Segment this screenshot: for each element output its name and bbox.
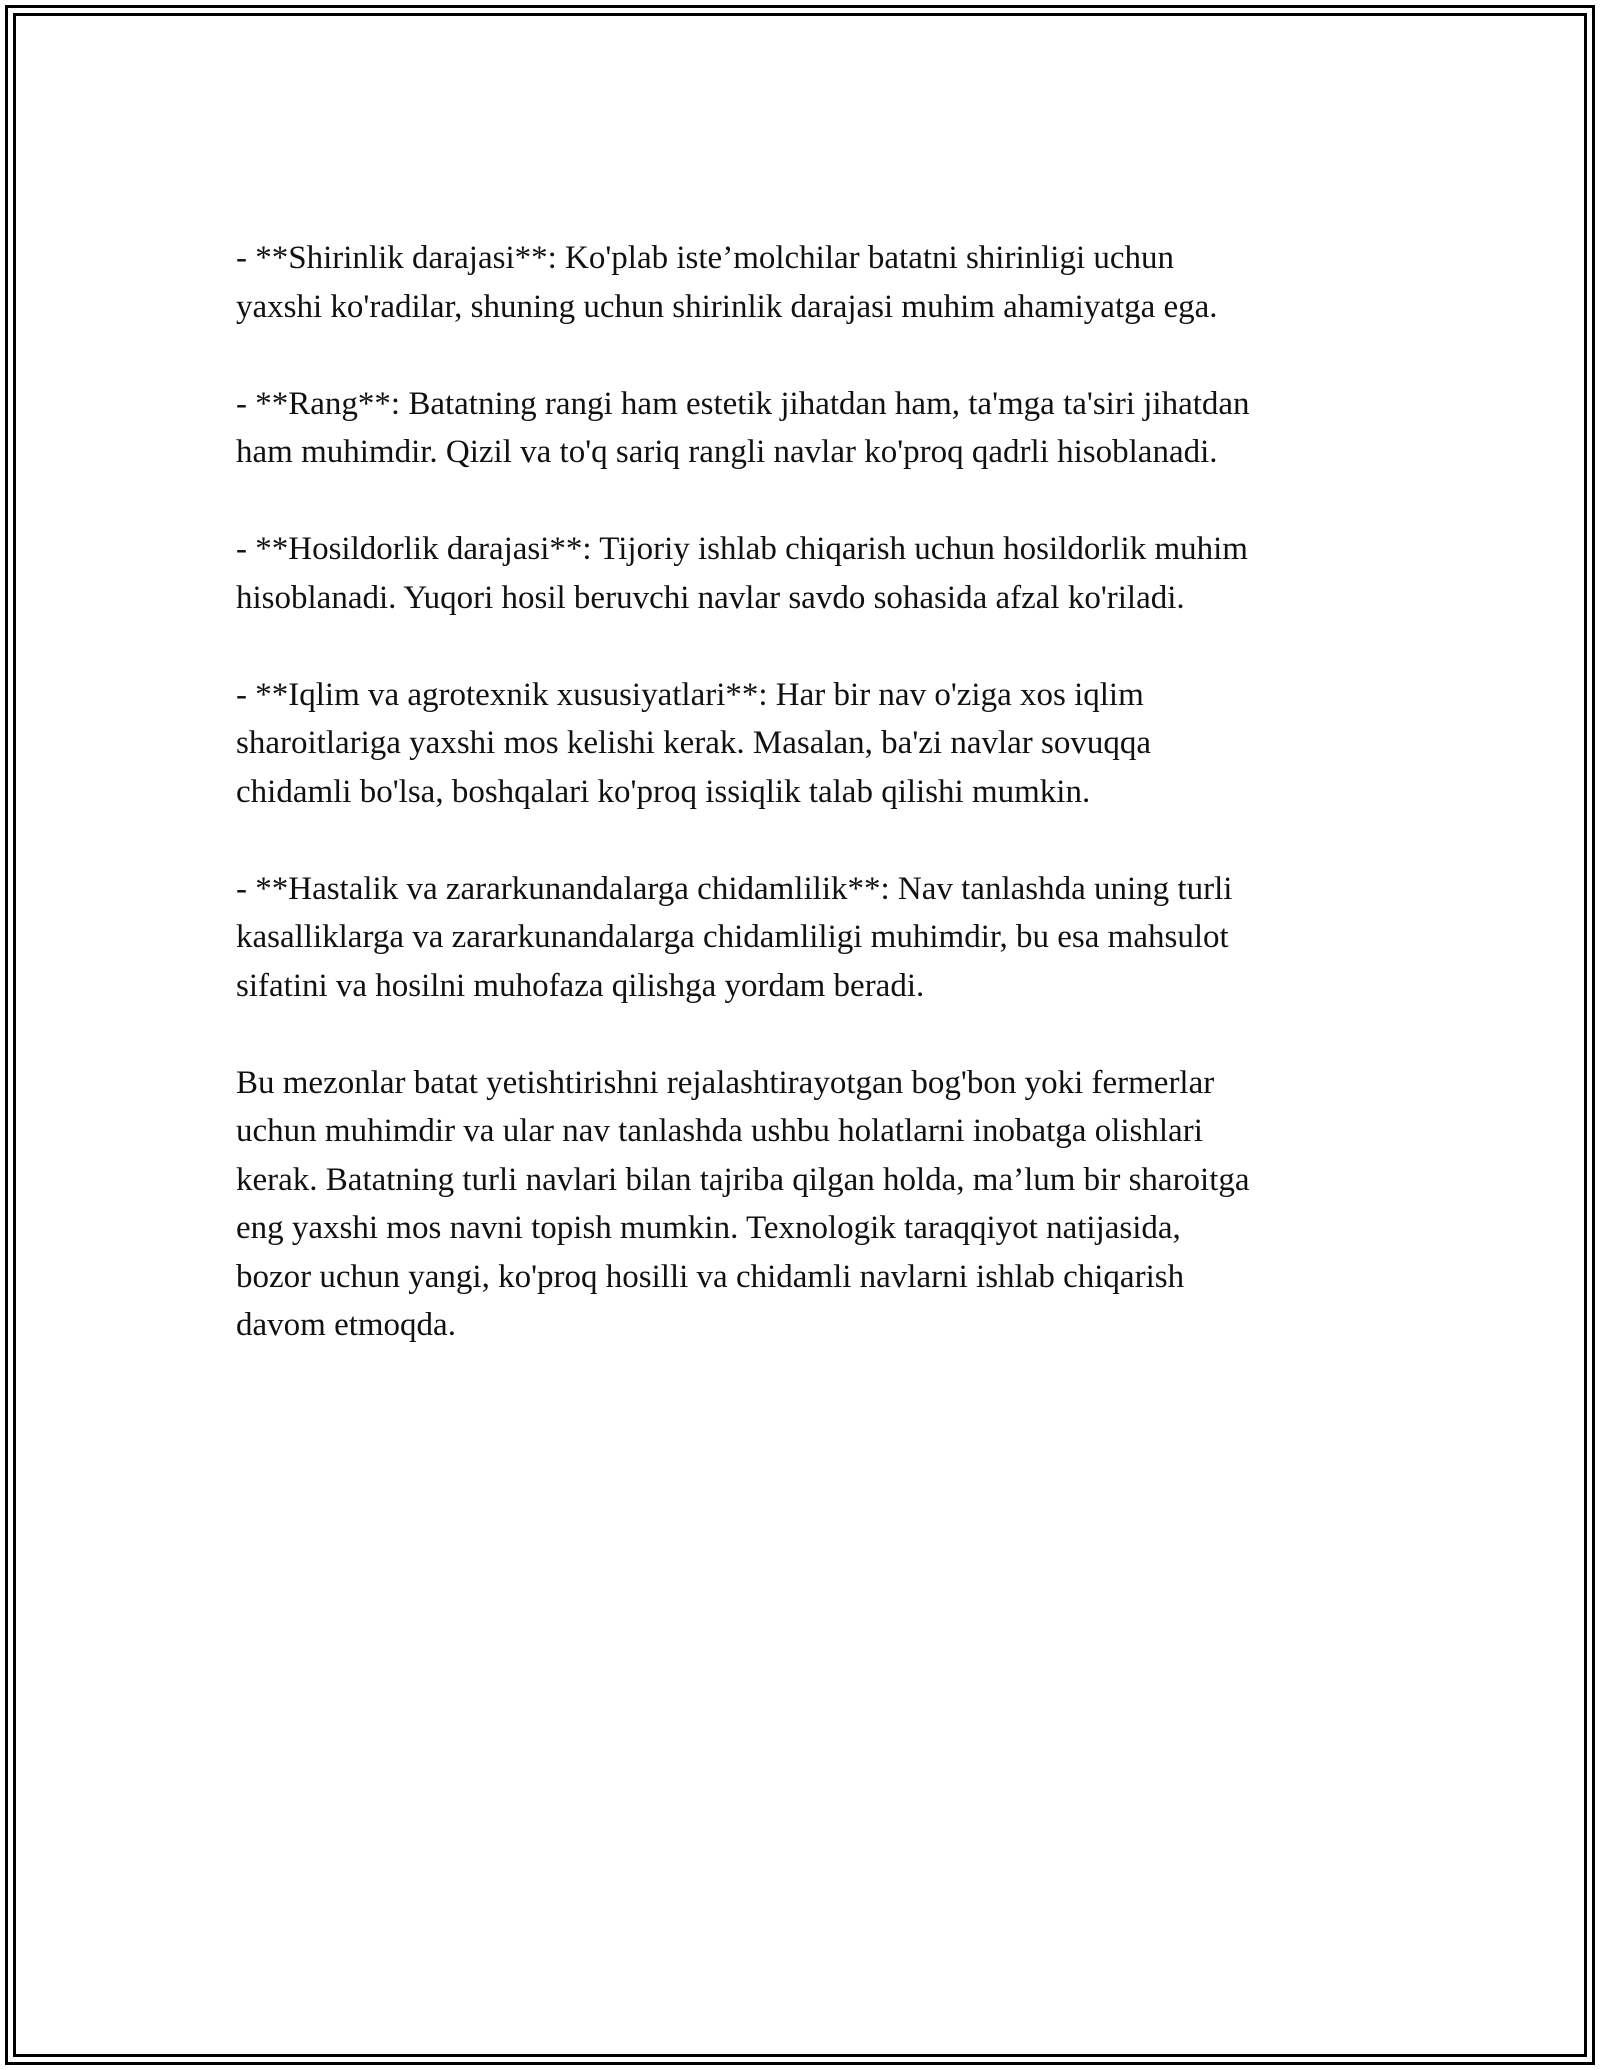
document-body xyxy=(236,234,1396,1398)
paragraph-climate: - **Iqlim va agrotexnik xususiyatlari**: Har bir nav o'ziga xos iqlim sharoitlariga yaxshi mos kelishi kerak. Masalan, ba'zi navlar sovuqqa chidamli bo'lsa, boshqalari ko'proq issiqlik talab qilishi mumkin. xyxy=(236,676,1152,810)
paragraph-yield: - **Hosildorlik darajasi**: Tijoriy ishlab chiqarish uchun hosildorlik muhim hisoblanadi. Yuqori hosil beruvchi navlar savdo sohasida afzal ko'riladi. xyxy=(236,531,1248,616)
paragraph-disease-resistance: - **Hastalik va zararkunandalarga chidamlilik**: Nav tanlashda uning turli kasalliklarga va zararkunandalarga chidamliligi muhimdir, bu esa mahsulot sifatini va hosilni muhofaza qilishga yordam beradi. xyxy=(236,870,1233,1004)
paragraph-sweetness: - **Shirinlik darajasi**: Ko'plab iste’molchilar batatni shirinligi uchun yaxshi ko'radilar, shuning uchun shirinlik darajasi muhim ahamiyatga ega. xyxy=(236,240,1218,325)
paragraph-color: - **Rang**: Batatning rangi ham estetik jihatdan ham, ta'mga ta'siri jihatdan ham muhimdir. Qizil va to'q sariq rangli navlar ko'proq qadrli hisoblanadi. xyxy=(236,385,1250,470)
paragraph-conclusion: Bu mezonlar batat yetishtirishni rejalashtirayotgan bog'bon yoki fermerlar uchun muhimdir va ular nav tanlashda ushbu holatlarni inobatga olishlari kerak. Batatning turli navlari bilan tajriba qilgan holda, ma’lum bir sharoitga eng yaxshi mos navni topish mumkin. Texnologik taraqqiyot natijasida, bozor uchun yangi, ko'proq hosilli va chidamli navlarni ishlab chiqarish davom etmoqda. xyxy=(236,1064,1250,1343)
